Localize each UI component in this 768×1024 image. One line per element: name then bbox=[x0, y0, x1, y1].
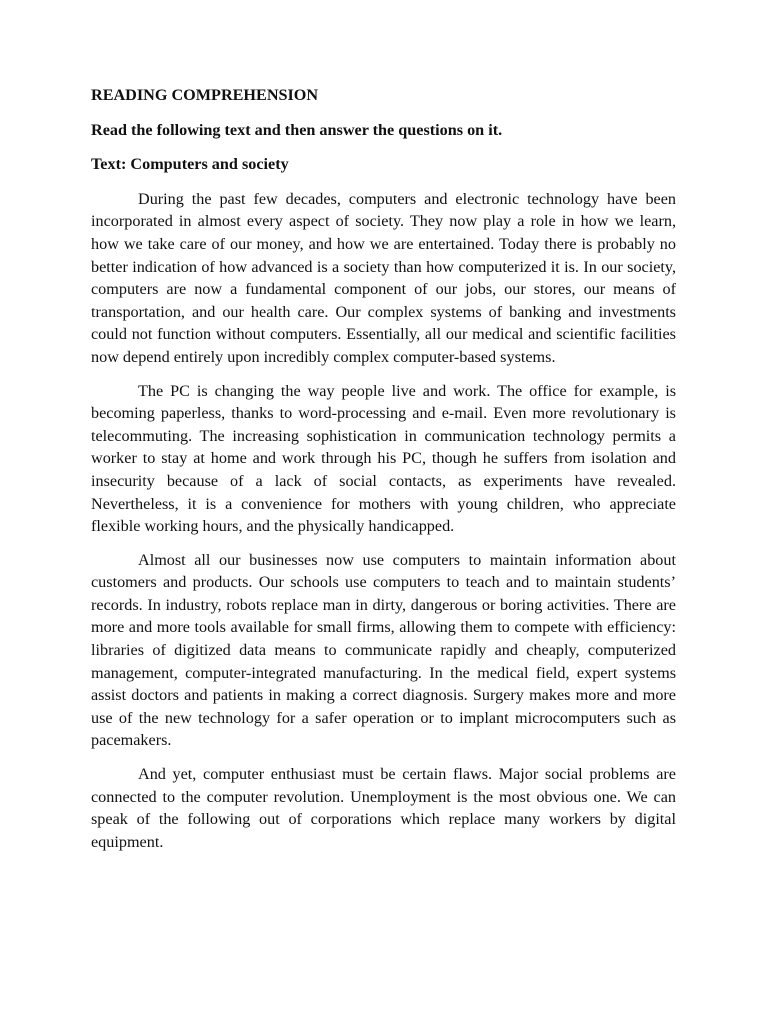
paragraph-4: And yet, computer enthusiast must be certain flaws. Major social problems are connected to the computer revolution. Unemployment is the most obvious one. We can speak of the following out of corporations which replace many workers by digital equipment. bbox=[91, 765, 676, 851]
page-title: READING COMPREHENSION bbox=[91, 86, 319, 104]
document-page bbox=[91, 84, 676, 864]
instruction-text: Read the following text and then answer the questions on it. bbox=[91, 120, 503, 139]
text-heading: Text: Computers and society bbox=[91, 155, 289, 174]
paragraph-1: During the past few decades, computers and electronic technology have been incorporated in almost every aspect of society. They now play a role in how we learn, how we take care of our money, and how we are entertained. Today there is probably no better indication of how advanced is a society than how computerized it is. In our society, computers are now a fundamental component of our jobs, our stores, our means of transportation, and our health care. Our complex systems of banking and investments could not function without computers. Essentially, all our medical and scientific facilities now depend entirely upon incredibly complex computer-based systems. bbox=[91, 189, 676, 366]
paragraph-3: Almost all our businesses now use computers to maintain information about customers and products. Our schools use computers to teach and to maintain students’ records. In industry, robots replace man in dirty, dangerous or boring activities. There are more and more tools available for small firms, allowing them to compete with efficiency: libraries of digitized data means to communicate rapidly and cheaply, computerized management, computer-integrated manufacturing. In the medical field, expert systems assist doctors and patients in making a correct diagnosis. Surgery makes more and more use of the new technology for a safer operation or to implant microcomputers such as pacemakers. bbox=[91, 550, 676, 750]
paragraph-2: The PC is changing the way people live and work. The office for example, is becoming paperless, thanks to word-processing and e-mail. Even more revolutionary is telecommuting. The increasing sophistication in communication technology permits a worker to stay at home and work through his PC, though he suffers from isolation and insecurity because of a lack of social contacts, as experiments have revealed. Nevertheless, it is a convenience for mothers with young children, who appreciate flexible working hours, and the physically handicapped. bbox=[91, 381, 676, 536]
